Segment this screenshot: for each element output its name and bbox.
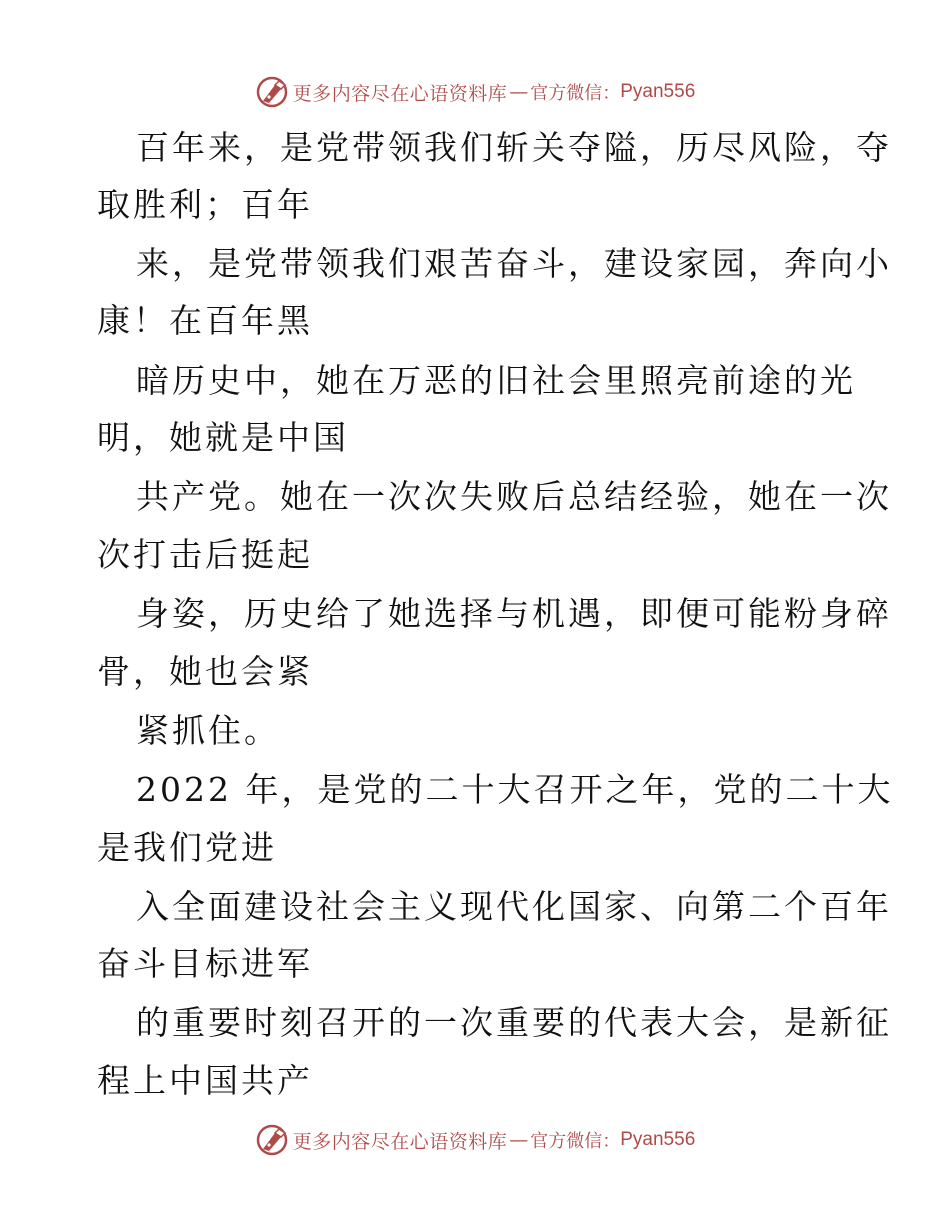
footer-banner-separator: —	[509, 1129, 529, 1151]
body-line: 明，她就是中国	[97, 418, 349, 457]
body-line: 骨，她也会紧	[97, 652, 313, 691]
body-line: 是我们党进	[97, 828, 277, 867]
header-banner-separator: —	[509, 81, 529, 103]
footer-wechat-label: 官方微信：	[530, 1131, 621, 1152]
body-line: 入全面建设社会主义现代化国家、向第二个百年	[136, 887, 892, 926]
pen-nib-logo-icon	[255, 1123, 289, 1157]
body-line: 取胜利；百年	[97, 185, 313, 224]
body-line: 紧抓住。	[136, 711, 280, 750]
body-line: 次打击后挺起	[97, 535, 313, 574]
body-line: 来，是党带领我们艰苦奋斗，建设家园，奔向小	[136, 244, 892, 283]
body-line: 身姿，历史给了她选择与机遇，即便可能粉身碎	[136, 594, 892, 633]
pen-nib-logo-icon	[255, 75, 289, 109]
body-line: 百年来，是党带领我们斩关夺隘，历尽风险，夺	[136, 128, 892, 167]
footer-wechat-id: Pyan556	[620, 1129, 696, 1150]
body-line: 康！在百年黑	[97, 301, 313, 340]
header-banner	[0, 72, 950, 112]
body-line: 程上中国共产	[97, 1061, 313, 1100]
header-wechat-label: 官方微信：	[530, 83, 621, 104]
body-line: 的重要时刻召开的一次重要的代表大会，是新征	[136, 1003, 892, 1042]
header-wechat-id: Pyan556	[620, 81, 696, 102]
body-line: 2022 年，是党的二十大召开之年，党的二十大	[136, 770, 894, 809]
body-line: 暗历史中，她在万恶的旧社会里照亮前途的光	[136, 361, 856, 400]
body-line: 奋斗目标进军	[97, 944, 313, 983]
body-line: 共产党。她在一次次失败后总结经验，她在一次	[136, 477, 892, 516]
footer-banner-text: 更多内容尽在心语资料库	[292, 1130, 508, 1153]
footer-banner	[0, 1120, 950, 1160]
header-banner-text: 更多内容尽在心语资料库	[292, 82, 508, 105]
